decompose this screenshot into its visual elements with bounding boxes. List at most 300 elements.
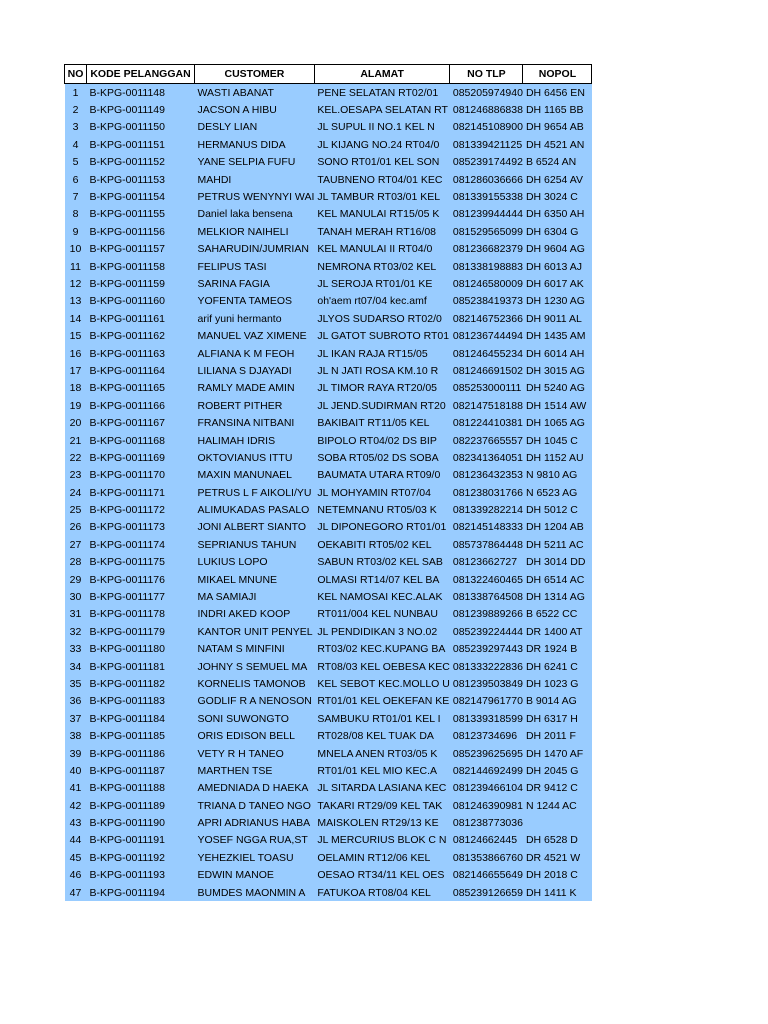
cell-no-tlp[interactable]: 081239889266: [450, 606, 523, 623]
table-row[interactable]: [65, 154, 592, 171]
cell-alamat[interactable]: BAKIBAIT RT11/05 KEL: [314, 414, 450, 431]
cell-kode-pelanggan[interactable]: B-KPG-0011153: [87, 171, 195, 188]
cell-no-tlp[interactable]: 085239297443: [450, 641, 523, 658]
cell-no-tlp[interactable]: 081246580009: [450, 275, 523, 292]
cell-kode-pelanggan[interactable]: B-KPG-0011189: [87, 797, 195, 814]
cell-kode-pelanggan[interactable]: B-KPG-0011156: [87, 223, 195, 240]
table-row[interactable]: [65, 571, 592, 588]
cell-customer[interactable]: NATAM S MINFINI: [195, 641, 315, 658]
cell-kode-pelanggan[interactable]: B-KPG-0011194: [87, 884, 195, 901]
cell-customer[interactable]: LILIANA S DJAYADI: [195, 362, 315, 379]
cell-no-tlp[interactable]: 081236432353: [450, 467, 523, 484]
cell-alamat[interactable]: SABUN RT03/02 KEL SAB: [314, 554, 450, 571]
cell-no[interactable]: 39: [65, 745, 87, 762]
cell-no-tlp[interactable]: 082146752366: [450, 310, 523, 327]
table-row[interactable]: [65, 762, 592, 779]
cell-alamat[interactable]: TAKARI RT29/09 KEL TAK: [314, 797, 450, 814]
cell-nopol[interactable]: DR 1400 AT: [523, 623, 592, 640]
cell-customer[interactable]: MAXIN MANUNAEL: [195, 467, 315, 484]
table-row[interactable]: [65, 641, 592, 658]
table-row[interactable]: [65, 345, 592, 362]
cell-kode-pelanggan[interactable]: B-KPG-0011186: [87, 745, 195, 762]
cell-kode-pelanggan[interactable]: B-KPG-0011157: [87, 241, 195, 258]
table-row[interactable]: [65, 136, 592, 153]
cell-nopol[interactable]: DH 6014 AH: [523, 345, 592, 362]
cell-alamat[interactable]: KEL NAMOSAI KEC.ALAK: [314, 588, 450, 605]
cell-no-tlp[interactable]: 08123662727: [450, 554, 523, 571]
cell-kode-pelanggan[interactable]: B-KPG-0011167: [87, 414, 195, 431]
cell-kode-pelanggan[interactable]: B-KPG-0011192: [87, 849, 195, 866]
table-row[interactable]: [65, 536, 592, 553]
cell-kode-pelanggan[interactable]: B-KPG-0011188: [87, 780, 195, 797]
cell-nopol[interactable]: DH 6456 EN: [523, 84, 592, 102]
cell-customer[interactable]: MIKAEL MNUNE: [195, 571, 315, 588]
cell-no[interactable]: 40: [65, 762, 87, 779]
cell-no-tlp[interactable]: 082144692499: [450, 762, 523, 779]
cell-alamat[interactable]: JL JEND.SUDIRMAN RT20: [314, 397, 450, 414]
cell-alamat[interactable]: JL PENDIDIKAN 3 NO.02: [314, 623, 450, 640]
cell-no[interactable]: 45: [65, 849, 87, 866]
cell-no[interactable]: 8: [65, 206, 87, 223]
table-row[interactable]: [65, 467, 592, 484]
cell-alamat[interactable]: JL MOHYAMIN RT07/04: [314, 484, 450, 501]
cell-kode-pelanggan[interactable]: B-KPG-0011178: [87, 606, 195, 623]
cell-no[interactable]: 47: [65, 884, 87, 901]
cell-alamat[interactable]: JL SUPUL II NO.1 KEL N: [314, 119, 450, 136]
cell-kode-pelanggan[interactable]: B-KPG-0011154: [87, 188, 195, 205]
cell-customer[interactable]: MANUEL VAZ XIMENE: [195, 327, 315, 344]
cell-nopol[interactable]: DH 1514 AW: [523, 397, 592, 414]
cell-alamat[interactable]: MAISKOLEN RT29/13 KE: [314, 814, 450, 831]
cell-nopol[interactable]: DH 3015 AG: [523, 362, 592, 379]
cell-nopol[interactable]: N 9810 AG: [523, 467, 592, 484]
cell-no-tlp[interactable]: 081224410381: [450, 414, 523, 431]
cell-no-tlp[interactable]: 085205974940: [450, 84, 523, 102]
cell-nopol[interactable]: DH 6254 AV: [523, 171, 592, 188]
cell-customer[interactable]: arif yuni hermanto: [195, 310, 315, 327]
cell-nopol[interactable]: DH 6317 H: [523, 710, 592, 727]
cell-kode-pelanggan[interactable]: B-KPG-0011187: [87, 762, 195, 779]
cell-no-tlp[interactable]: 081239503849: [450, 675, 523, 692]
cell-kode-pelanggan[interactable]: B-KPG-0011163: [87, 345, 195, 362]
cell-no[interactable]: 9: [65, 223, 87, 240]
table-row[interactable]: [65, 223, 592, 240]
cell-kode-pelanggan[interactable]: B-KPG-0011159: [87, 275, 195, 292]
cell-customer[interactable]: SAHARUDIN/JUMRIAN: [195, 241, 315, 258]
table-row[interactable]: [65, 188, 592, 205]
table-row[interactable]: [65, 101, 592, 118]
cell-no-tlp[interactable]: 085239174492: [450, 154, 523, 171]
cell-alamat[interactable]: RT028/08 KEL TUAK DA: [314, 727, 450, 744]
cell-nopol[interactable]: DH 6350 AH: [523, 206, 592, 223]
cell-no[interactable]: 7: [65, 188, 87, 205]
cell-no[interactable]: 37: [65, 710, 87, 727]
cell-no[interactable]: 28: [65, 554, 87, 571]
cell-no[interactable]: 1: [65, 84, 87, 102]
cell-no[interactable]: 44: [65, 832, 87, 849]
cell-kode-pelanggan[interactable]: B-KPG-0011175: [87, 554, 195, 571]
table-row[interactable]: [65, 171, 592, 188]
cell-no[interactable]: 27: [65, 536, 87, 553]
table-row[interactable]: [65, 432, 592, 449]
cell-kode-pelanggan[interactable]: B-KPG-0011183: [87, 693, 195, 710]
cell-nopol[interactable]: DH 6514 AC: [523, 571, 592, 588]
cell-kode-pelanggan[interactable]: B-KPG-0011179: [87, 623, 195, 640]
cell-no[interactable]: 18: [65, 380, 87, 397]
cell-customer[interactable]: RAMLY MADE AMIN: [195, 380, 315, 397]
cell-alamat[interactable]: OESAO RT34/11 KEL OES: [314, 867, 450, 884]
table-row[interactable]: [65, 258, 592, 275]
table-row[interactable]: [65, 710, 592, 727]
cell-no[interactable]: 6: [65, 171, 87, 188]
cell-nopol[interactable]: DH 6241 C: [523, 658, 592, 675]
cell-customer[interactable]: KORNELIS TAMONOB: [195, 675, 315, 692]
cell-no-tlp[interactable]: 081246886838: [450, 101, 523, 118]
table-row[interactable]: [65, 780, 592, 797]
cell-no-tlp[interactable]: 081333222836: [450, 658, 523, 675]
table-row[interactable]: [65, 832, 592, 849]
cell-customer[interactable]: HALIMAH IDRIS: [195, 432, 315, 449]
cell-nopol[interactable]: N 1244 AC: [523, 797, 592, 814]
cell-no[interactable]: 43: [65, 814, 87, 831]
cell-no-tlp[interactable]: 081322460465: [450, 571, 523, 588]
cell-customer[interactable]: FRANSINA NITBANI: [195, 414, 315, 431]
cell-alamat[interactable]: NETEMNANU RT05/03 K: [314, 501, 450, 518]
table-row[interactable]: [65, 397, 592, 414]
cell-no[interactable]: 3: [65, 119, 87, 136]
cell-alamat[interactable]: JLYOS SUDARSO RT02/0: [314, 310, 450, 327]
cell-kode-pelanggan[interactable]: B-KPG-0011150: [87, 119, 195, 136]
cell-no-tlp[interactable]: 085737864448: [450, 536, 523, 553]
table-row[interactable]: [65, 380, 592, 397]
cell-kode-pelanggan[interactable]: B-KPG-0011169: [87, 449, 195, 466]
cell-customer[interactable]: TRIANA D TANEO NGO: [195, 797, 315, 814]
cell-alamat[interactable]: OLMASI RT14/07 KEL BA: [314, 571, 450, 588]
cell-kode-pelanggan[interactable]: B-KPG-0011162: [87, 327, 195, 344]
cell-no[interactable]: 2: [65, 101, 87, 118]
cell-kode-pelanggan[interactable]: B-KPG-0011172: [87, 501, 195, 518]
cell-no[interactable]: 5: [65, 154, 87, 171]
cell-customer[interactable]: MARTHEN TSE: [195, 762, 315, 779]
cell-no[interactable]: 13: [65, 293, 87, 310]
cell-nopol[interactable]: B 6524 AN: [523, 154, 592, 171]
table-row[interactable]: [65, 119, 592, 136]
cell-no[interactable]: 17: [65, 362, 87, 379]
cell-alamat[interactable]: FATUKOA RT08/04 KEL: [314, 884, 450, 901]
cell-kode-pelanggan[interactable]: B-KPG-0011193: [87, 867, 195, 884]
cell-nopol[interactable]: DH 9604 AG: [523, 241, 592, 258]
cell-nopol[interactable]: DR 1924 B: [523, 641, 592, 658]
cell-no-tlp[interactable]: 081246455234: [450, 345, 523, 362]
cell-customer[interactable]: OKTOVIANUS ITTU: [195, 449, 315, 466]
cell-kode-pelanggan[interactable]: B-KPG-0011166: [87, 397, 195, 414]
cell-alamat[interactable]: BIPOLO RT04/02 DS BIP: [314, 432, 450, 449]
cell-kode-pelanggan[interactable]: B-KPG-0011174: [87, 536, 195, 553]
table-row[interactable]: [65, 727, 592, 744]
cell-nopol[interactable]: B 6522 CC: [523, 606, 592, 623]
table-row[interactable]: [65, 206, 592, 223]
cell-customer[interactable]: ALIMUKADAS PASALO: [195, 501, 315, 518]
cell-customer[interactable]: INDRI AKED KOOP: [195, 606, 315, 623]
cell-kode-pelanggan[interactable]: B-KPG-0011152: [87, 154, 195, 171]
cell-nopol[interactable]: DH 1470 AF: [523, 745, 592, 762]
table-row[interactable]: [65, 849, 592, 866]
cell-no-tlp[interactable]: 081338764508: [450, 588, 523, 605]
cell-kode-pelanggan[interactable]: B-KPG-0011185: [87, 727, 195, 744]
table-row[interactable]: [65, 606, 592, 623]
cell-kode-pelanggan[interactable]: B-KPG-0011171: [87, 484, 195, 501]
table-row[interactable]: [65, 797, 592, 814]
cell-kode-pelanggan[interactable]: B-KPG-0011170: [87, 467, 195, 484]
cell-no[interactable]: 24: [65, 484, 87, 501]
cell-alamat[interactable]: PENE SELATAN RT02/01: [314, 84, 450, 102]
cell-no-tlp[interactable]: 081529565099: [450, 223, 523, 240]
cell-alamat[interactable]: KEL SEBOT KEC.MOLLO U: [314, 675, 450, 692]
table-row[interactable]: [65, 867, 592, 884]
cell-kode-pelanggan[interactable]: B-KPG-0011173: [87, 519, 195, 536]
cell-kode-pelanggan[interactable]: B-KPG-0011182: [87, 675, 195, 692]
cell-customer[interactable]: BUMDES MAONMIN A: [195, 884, 315, 901]
cell-customer[interactable]: YOSEF NGGA RUA,ST: [195, 832, 315, 849]
cell-no-tlp[interactable]: 081239944444: [450, 206, 523, 223]
cell-no-tlp[interactable]: 082237665557: [450, 432, 523, 449]
cell-alamat[interactable]: MNELA ANEN RT03/05 K: [314, 745, 450, 762]
cell-no-tlp[interactable]: 081239466104: [450, 780, 523, 797]
cell-no[interactable]: 21: [65, 432, 87, 449]
cell-customer[interactable]: YANE SELPIA FUFU: [195, 154, 315, 171]
cell-customer[interactable]: VETY R H TANEO: [195, 745, 315, 762]
cell-customer[interactable]: JOHNY S SEMUEL MA: [195, 658, 315, 675]
table-row[interactable]: [65, 241, 592, 258]
table-row[interactable]: [65, 693, 592, 710]
cell-alamat[interactable]: SONO RT01/01 KEL SON: [314, 154, 450, 171]
cell-nopol[interactable]: DH 5211 AC: [523, 536, 592, 553]
table-row[interactable]: [65, 449, 592, 466]
cell-no-tlp[interactable]: 085238419373: [450, 293, 523, 310]
table-row[interactable]: [65, 501, 592, 518]
cell-no[interactable]: 46: [65, 867, 87, 884]
cell-alamat[interactable]: JL MERCURIUS BLOK C N: [314, 832, 450, 849]
cell-customer[interactable]: SONI SUWONGTO: [195, 710, 315, 727]
cell-kode-pelanggan[interactable]: B-KPG-0011155: [87, 206, 195, 223]
cell-alamat[interactable]: SOBA RT05/02 DS SOBA: [314, 449, 450, 466]
cell-no-tlp[interactable]: 082145108900: [450, 119, 523, 136]
cell-nopol[interactable]: DH 6528 D: [523, 832, 592, 849]
cell-no[interactable]: 31: [65, 606, 87, 623]
table-row[interactable]: [65, 623, 592, 640]
cell-alamat[interactable]: JL TAMBUR RT03/01 KEL: [314, 188, 450, 205]
cell-customer[interactable]: SEPRIANUS TAHUN: [195, 536, 315, 553]
cell-no[interactable]: 29: [65, 571, 87, 588]
cell-nopol[interactable]: DH 1411 K: [523, 884, 592, 901]
cell-alamat[interactable]: TANAH MERAH RT16/08: [314, 223, 450, 240]
table-row[interactable]: [65, 519, 592, 536]
table-row[interactable]: [65, 275, 592, 292]
cell-nopol[interactable]: DH 1204 AB: [523, 519, 592, 536]
cell-no[interactable]: 20: [65, 414, 87, 431]
cell-no-tlp[interactable]: 081353866760: [450, 849, 523, 866]
cell-nopol[interactable]: DH 5012 C: [523, 501, 592, 518]
cell-kode-pelanggan[interactable]: B-KPG-0011158: [87, 258, 195, 275]
cell-kode-pelanggan[interactable]: B-KPG-0011180: [87, 641, 195, 658]
cell-no-tlp[interactable]: 08123734696: [450, 727, 523, 744]
cell-customer[interactable]: SARINA FAGIA: [195, 275, 315, 292]
cell-no-tlp[interactable]: 081286036666: [450, 171, 523, 188]
cell-nopol[interactable]: DH 9654 AB: [523, 119, 592, 136]
cell-kode-pelanggan[interactable]: B-KPG-0011161: [87, 310, 195, 327]
cell-alamat[interactable]: JL SEROJA RT01/01 KE: [314, 275, 450, 292]
table-row[interactable]: [65, 814, 592, 831]
cell-no-tlp[interactable]: 082341364051: [450, 449, 523, 466]
cell-nopol[interactable]: DH 1314 AG: [523, 588, 592, 605]
cell-nopol[interactable]: DH 9011 AL: [523, 310, 592, 327]
cell-no[interactable]: 33: [65, 641, 87, 658]
cell-no-tlp[interactable]: 081238031766: [450, 484, 523, 501]
cell-alamat[interactable]: OEKABITI RT05/02 KEL: [314, 536, 450, 553]
cell-alamat[interactable]: JL N JATI ROSA KM.10 R: [314, 362, 450, 379]
cell-alamat[interactable]: KEL.OESAPA SELATAN RT: [314, 101, 450, 118]
cell-no[interactable]: 10: [65, 241, 87, 258]
cell-customer[interactable]: Daniel laka bensena: [195, 206, 315, 223]
cell-no[interactable]: 15: [65, 327, 87, 344]
cell-alamat[interactable]: RT01/01 KEL MIO KEC.A: [314, 762, 450, 779]
cell-customer[interactable]: DESLY LIAN: [195, 119, 315, 136]
table-row[interactable]: [65, 658, 592, 675]
cell-no-tlp[interactable]: 081236682379: [450, 241, 523, 258]
cell-nopol[interactable]: DH 6017 AK: [523, 275, 592, 292]
cell-no[interactable]: 16: [65, 345, 87, 362]
cell-kode-pelanggan[interactable]: B-KPG-0011177: [87, 588, 195, 605]
cell-no-tlp[interactable]: 081236744494: [450, 327, 523, 344]
cell-no-tlp[interactable]: 081246691502: [450, 362, 523, 379]
cell-alamat[interactable]: JL GATOT SUBROTO RT01: [314, 327, 450, 344]
table-row[interactable]: [65, 414, 592, 431]
cell-no-tlp[interactable]: 081339155338: [450, 188, 523, 205]
cell-no[interactable]: 30: [65, 588, 87, 605]
cell-kode-pelanggan[interactable]: B-KPG-0011165: [87, 380, 195, 397]
cell-no[interactable]: 12: [65, 275, 87, 292]
table-row[interactable]: [65, 745, 592, 762]
cell-no-tlp[interactable]: 082147518188: [450, 397, 523, 414]
cell-nopol[interactable]: DH 1152 AU: [523, 449, 592, 466]
cell-no-tlp[interactable]: 081339421125: [450, 136, 523, 153]
cell-no-tlp[interactable]: 081339282214: [450, 501, 523, 518]
cell-alamat[interactable]: BAUMATA UTARA RT09/0: [314, 467, 450, 484]
cell-nopol[interactable]: DH 1045 C: [523, 432, 592, 449]
cell-kode-pelanggan[interactable]: B-KPG-0011151: [87, 136, 195, 153]
table-row[interactable]: [65, 884, 592, 901]
cell-kode-pelanggan[interactable]: B-KPG-0011168: [87, 432, 195, 449]
cell-alamat[interactable]: KEL MANULAI RT15/05 K: [314, 206, 450, 223]
cell-nopol[interactable]: DH 2018 C: [523, 867, 592, 884]
cell-kode-pelanggan[interactable]: B-KPG-0011184: [87, 710, 195, 727]
cell-alamat[interactable]: RT03/02 KEC.KUPANG BA: [314, 641, 450, 658]
cell-nopol[interactable]: DH 1023 G: [523, 675, 592, 692]
cell-kode-pelanggan[interactable]: B-KPG-0011149: [87, 101, 195, 118]
cell-nopol[interactable]: DH 1165 BB: [523, 101, 592, 118]
cell-no-tlp[interactable]: 081246390981: [450, 797, 523, 814]
cell-customer[interactable]: APRI ADRIANUS HABA: [195, 814, 315, 831]
cell-alamat[interactable]: JL SITARDA LASIANA KEC: [314, 780, 450, 797]
table-row[interactable]: [65, 484, 592, 501]
cell-customer[interactable]: PETRUS L F AIKOLI/YU: [195, 484, 315, 501]
table-row[interactable]: [65, 293, 592, 310]
cell-no[interactable]: 26: [65, 519, 87, 536]
cell-customer[interactable]: KANTOR UNIT PENYEL: [195, 623, 315, 640]
cell-nopol[interactable]: B 9014 AG: [523, 693, 592, 710]
cell-kode-pelanggan[interactable]: B-KPG-0011164: [87, 362, 195, 379]
cell-nopol[interactable]: DH 6304 G: [523, 223, 592, 240]
cell-alamat[interactable]: SAMBUKU RT01/01 KEL I: [314, 710, 450, 727]
cell-customer[interactable]: JONI ALBERT SIANTO: [195, 519, 315, 536]
cell-nopol[interactable]: DR 9412 C: [523, 780, 592, 797]
cell-nopol[interactable]: N 6523 AG: [523, 484, 592, 501]
cell-customer[interactable]: HERMANUS DIDA: [195, 136, 315, 153]
cell-alamat[interactable]: OELAMIN RT12/06 KEL: [314, 849, 450, 866]
cell-no-tlp[interactable]: 082147961770: [450, 693, 523, 710]
cell-nopol[interactable]: DH 2011 F: [523, 727, 592, 744]
cell-kode-pelanggan[interactable]: B-KPG-0011190: [87, 814, 195, 831]
cell-no-tlp[interactable]: 082146655649: [450, 867, 523, 884]
cell-kode-pelanggan[interactable]: B-KPG-0011160: [87, 293, 195, 310]
cell-no-tlp[interactable]: 081338198883: [450, 258, 523, 275]
cell-alamat[interactable]: JL IKAN RAJA RT15/05: [314, 345, 450, 362]
cell-no[interactable]: 38: [65, 727, 87, 744]
cell-no[interactable]: 42: [65, 797, 87, 814]
cell-no-tlp[interactable]: 085253000111: [450, 380, 523, 397]
cell-nopol[interactable]: DH 6013 AJ: [523, 258, 592, 275]
cell-no-tlp[interactable]: 085239224444: [450, 623, 523, 640]
cell-alamat[interactable]: JL DIPONEGORO RT01/01: [314, 519, 450, 536]
cell-alamat[interactable]: KEL MANULAI II RT04/0: [314, 241, 450, 258]
table-row[interactable]: [65, 84, 592, 102]
cell-no[interactable]: 23: [65, 467, 87, 484]
cell-no[interactable]: 11: [65, 258, 87, 275]
cell-customer[interactable]: PETRUS WENYNYI WAI: [195, 188, 315, 205]
cell-customer[interactable]: MAHDI: [195, 171, 315, 188]
cell-nopol[interactable]: [523, 814, 592, 831]
cell-alamat[interactable]: RT01/01 KEL OEKEFAN KE: [314, 693, 450, 710]
cell-no[interactable]: 14: [65, 310, 87, 327]
cell-no-tlp[interactable]: 082145148333: [450, 519, 523, 536]
cell-no-tlp[interactable]: 085239625695: [450, 745, 523, 762]
cell-nopol[interactable]: DR 4521 W: [523, 849, 592, 866]
cell-customer[interactable]: JACSON A HIBU: [195, 101, 315, 118]
cell-kode-pelanggan[interactable]: B-KPG-0011148: [87, 84, 195, 102]
cell-no-tlp[interactable]: 08124662445: [450, 832, 523, 849]
cell-nopol[interactable]: DH 3024 C: [523, 188, 592, 205]
cell-no-tlp[interactable]: 081238773036: [450, 814, 523, 831]
cell-customer[interactable]: AMEDNIADA D HAEKA: [195, 780, 315, 797]
cell-no[interactable]: 25: [65, 501, 87, 518]
cell-no[interactable]: 41: [65, 780, 87, 797]
cell-customer[interactable]: ORIS EDISON BELL: [195, 727, 315, 744]
table-row[interactable]: [65, 362, 592, 379]
cell-no-tlp[interactable]: 085239126659: [450, 884, 523, 901]
cell-nopol[interactable]: DH 3014 DD: [523, 554, 592, 571]
cell-nopol[interactable]: DH 5240 AG: [523, 380, 592, 397]
cell-customer[interactable]: MA SAMIAJI: [195, 588, 315, 605]
table-row[interactable]: [65, 675, 592, 692]
cell-no[interactable]: 36: [65, 693, 87, 710]
cell-customer[interactable]: LUKIUS LOPO: [195, 554, 315, 571]
table-row[interactable]: [65, 554, 592, 571]
table-row[interactable]: [65, 310, 592, 327]
cell-customer[interactable]: YOFENTA TAMEOS: [195, 293, 315, 310]
cell-alamat[interactable]: RT08/03 KEL OEBESA KEC: [314, 658, 450, 675]
cell-kode-pelanggan[interactable]: B-KPG-0011181: [87, 658, 195, 675]
table-row[interactable]: [65, 588, 592, 605]
